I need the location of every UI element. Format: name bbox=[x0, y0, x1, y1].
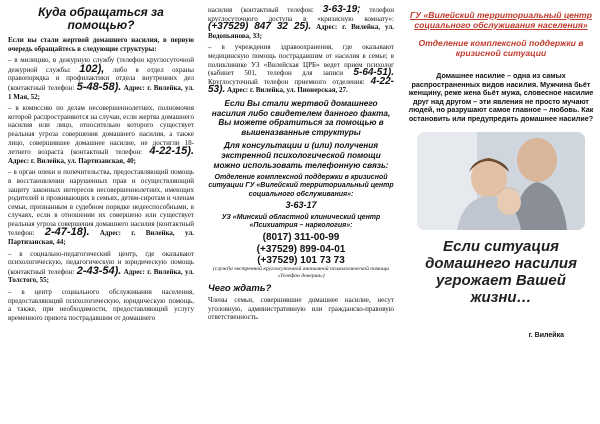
militia-phone: 102), bbox=[79, 62, 105, 75]
hotline-phone-2: (+37529) 899-04-01 bbox=[256, 243, 346, 255]
hotline-note: (служба экстренной круглосуточной анонимной психологической помощи «Телефон доверия») bbox=[212, 265, 390, 279]
dept-contact: Отделение комплексной поддержки в кризисной ситуации ГУ «Вилейский территориальный центр социального обслуживания»: bbox=[208, 174, 394, 198]
militia-phone-2: 5-48-58). bbox=[76, 80, 122, 93]
family-illustration bbox=[417, 132, 585, 230]
column-middle bbox=[200, 0, 400, 424]
cover-title: Если ситуация домашнего насилия угрожает Вашей жизни… bbox=[425, 237, 577, 306]
hotline-phone-1: (8017) 311-00-99 bbox=[262, 232, 340, 244]
kdn-paragraph: – в комиссию по делам несовершеннолетних, полномочия которой распространяются на случаи, если жертва домашнего насилия или лицо, относительно которого существует реальная угроза совершения домашнего насилия, а также лицо, совершившее домашнее насилие, не достигли 18-летнего возраста (контактный телефон: 4-22-15). Адрес: г. Вилейка, ул. Партизанская, 40; bbox=[8, 104, 195, 165]
city-label: г. Вилейка bbox=[528, 331, 564, 339]
family-photo bbox=[417, 132, 585, 230]
center-contact: УЗ «Минский областной клинический центр «Психиатрия – наркология»: bbox=[221, 213, 381, 230]
kdn-phone: 4-22-15). bbox=[149, 145, 195, 158]
what-to-expect-text: Члены семьи, совершившие домашнее насилие, несут уголовную, административную или гражданско-правовую ответственность. bbox=[208, 296, 394, 322]
tcson-contacts: насилия (контактный телефон: 3-63-19; телефон круглосуточного доступа в «кризисную комнату»: (+37529) 847 32 25). Адрес: г. Вилейка, ул. Водопьянова, 33; bbox=[208, 4, 395, 40]
health-paragraph: – в учреждения здравоохранения, где оказывают медицинскую помощь пострадавшим от насилия в семье; в поликлинике УЗ «Вилейская ЦРБ» ведет прием психолог (кабинет 501, телефон для записи 5-64-51). Круглосуточный телефон приемного отделения: 4-22-53). Адрес: г. Вилейка, ул. Пионерская, 27. bbox=[208, 43, 395, 96]
where-to-apply-title: Куда обращаться за помощью? bbox=[38, 5, 164, 32]
tcson-phone: 3-63-19; bbox=[322, 4, 361, 15]
department-name: Отделение комплексной поддержки в кризисной ситуации bbox=[418, 38, 584, 58]
intro-paragraph: Если вы стали жертвой домашнего насилия, в первую очередь обращайтесь в следующие структуры: bbox=[8, 36, 194, 53]
column-left bbox=[0, 0, 200, 424]
hotline-phone-3: (+37529) 101 73 73 bbox=[257, 254, 345, 266]
consult-heading: Для консультации и (или) получения экстренной психологической помощи можно использовать телефонную связь: bbox=[213, 141, 389, 170]
crisis-room-phone: (+37529) 847 32 25). bbox=[208, 21, 312, 33]
intro-text: Домашнее насилие – одна из самых распространенных видов насилия. Мужчина бьёт женщину, реже жена бьёт мужа, словесное насилие друг над другом – эти явления не просто мучают людей, но разрушают самое главное – любовь. Как остановить или предупредить домашнее насилие? bbox=[408, 71, 594, 123]
column-right bbox=[400, 0, 600, 424]
sppc-paragraph: – в социально-педагогический центр, где оказывают психологическую, педагогическую и юридическую помощь (контактный телефон: 2-43-54). Адрес: г. Вилейка, ул. Толстого, 55; bbox=[8, 249, 195, 285]
psychologist-phone: 5-64-51). bbox=[353, 67, 394, 79]
what-to-expect-heading: Чего ждать? bbox=[208, 283, 272, 295]
sppc-phone: 2-43-54). bbox=[76, 264, 122, 277]
witness-heading: Если Вы стали жертвой домашнего насилия либо свидетелем данного факта, Вы можете обратиться за помощью в вышеназванные структуры bbox=[211, 98, 391, 137]
reception-phone: 4-22-53). bbox=[208, 75, 395, 96]
opeka-phone: 2-47-18). bbox=[44, 226, 90, 239]
opeka-paragraph: – в орган опеки и попечительства, предоставляющий помощь в восстановлении нарушенных прав и осуществляющий защиту законных интересов несовершеннолетних, имеющих родителей и проживающих в семьях, детям-сиротам и членам семьи, признанным в судебном порядке недееспособными, в случаях, если в отношении их совершено или существует реальная угроза совершения домашнего насилия (контактный телефон: 2-47-18). Адрес: г. Вилейка, ул. Партизанская, 44; bbox=[8, 168, 194, 247]
tcson-paragraph: – в центр социального обслуживания населения, предоставляющий психологическую, юридическую помощь, а также, при необходимости, предоставляющий услугу временного приюта пострадавшим от домашнего bbox=[8, 288, 194, 322]
militia-paragraph: – в милицию, в дежурную службу (телефон круглосуточной дежурной службы: 102), либо в отдел охраны правопорядка и профилактики отдела внутренних дел (контактный телефон: 5-48-58). Адрес: г. Вилейка, ул. 1 Мая, 52; bbox=[8, 56, 195, 101]
dept-phone: 3-63-17 bbox=[285, 199, 317, 210]
organization-name: ГУ «Вилейский территориальный центр социального обслуживания населения» bbox=[410, 10, 592, 30]
